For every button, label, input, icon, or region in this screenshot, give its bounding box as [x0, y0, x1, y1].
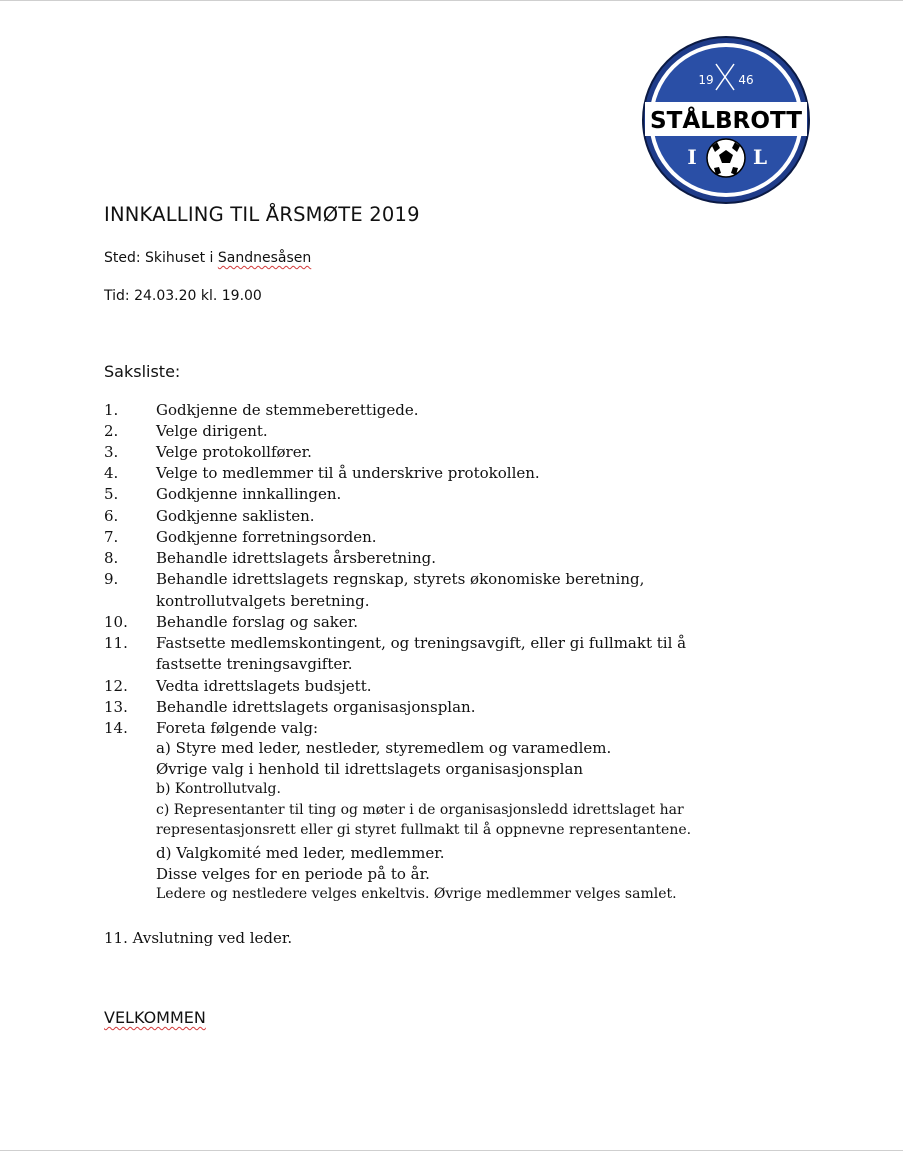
election-line: d) Valgkomité med leder, medlemmer. [156, 844, 445, 862]
document-title: INNKALLING TIL ÅRSMØTE 2019 [104, 203, 420, 226]
agenda-item-text: Behandle idrettslagets årsberetning. [156, 549, 436, 567]
football-icon [707, 139, 745, 177]
agenda-item-number: 14. [104, 719, 128, 737]
election-line: Ledere og nestledere velges enkeltvis. Øvrige medlemmer velges samlet. [156, 886, 677, 902]
time-line: Tid: 24.03.20 kl. 19.00 [104, 288, 262, 304]
agenda-item-number: 4. [104, 464, 119, 482]
agenda-heading: Saksliste: [104, 362, 181, 381]
agenda-item-text: Godkjenne saklisten. [156, 507, 315, 525]
logo-letter-right: L [752, 145, 768, 169]
venue-line [104, 250, 311, 266]
agenda-item-text: kontrollutvalgets beretning. [156, 592, 370, 610]
closing-item: 11. Avslutning ved leder. [104, 929, 293, 947]
agenda-item-number: 1. [104, 401, 119, 419]
agenda-item-number: 3. [104, 443, 119, 461]
agenda-item-number: 7. [104, 528, 119, 546]
election-line: Disse velges for en periode på to år. [156, 865, 430, 883]
agenda-item-text: Behandle idrettslagets regnskap, styrets økonomiske beretning, [156, 570, 645, 588]
election-line: representasjonsrett eller gi styret fullmakt til å oppnevne representantene. [156, 822, 692, 838]
agenda-item-text: Vedta idrettslagets budsjett. [156, 677, 372, 695]
agenda-item-text: Behandle forslag og saker. [156, 613, 359, 631]
agenda-item-number: 13. [104, 698, 128, 716]
logo-year-right: 46 [738, 73, 754, 87]
election-line: b) Kontrollutvalg. [156, 781, 281, 797]
venue-prefix: Sted: Skihuset i [104, 250, 218, 266]
agenda-item-number: 10. [104, 613, 128, 631]
page-bottom-border [0, 1150, 903, 1151]
agenda-item-text: Foreta følgende valg: [156, 719, 319, 737]
agenda-item-text: Velge to medlemmer til å underskrive protokollen. [156, 464, 540, 482]
agenda-item-text: Velge protokollfører. [156, 443, 312, 461]
agenda-item-text: Godkjenne innkallingen. [156, 485, 342, 503]
agenda-item-text: Velge dirigent. [156, 422, 268, 440]
logo-club-name: STÅLBROTT [650, 108, 802, 134]
agenda-item-text: fastsette treningsavgifter. [156, 655, 353, 673]
agenda-item-text: Godkjenne forretningsorden. [156, 528, 377, 546]
logo-year-left: 19 [698, 73, 714, 87]
election-line: Øvrige valg i henhold til idrettslagets organisasjonsplan [156, 760, 584, 778]
agenda-item-number: 6. [104, 507, 119, 525]
agenda-item-number: 2. [104, 422, 119, 440]
agenda-item-number: 8. [104, 549, 119, 567]
stalbrott-club-logo [642, 36, 810, 204]
agenda-item-number: 11. [104, 634, 128, 652]
logo-letter-left: I [687, 145, 697, 169]
agenda-item-text: Fastsette medlemskontingent, og treningsavgift, eller gi fullmakt til å [156, 634, 687, 652]
venue-place: Sandnesåsen [217, 250, 312, 266]
agenda-item-number: 12. [104, 677, 128, 695]
agenda-item-text: Godkjenne de stemmeberettigede. [156, 401, 419, 419]
page-top-border [0, 0, 903, 1]
agenda-item-number: 5. [104, 485, 119, 503]
welcome-text: VELKOMMEN [104, 1008, 206, 1027]
agenda-item-text: Behandle idrettslagets organisasjonsplan. [156, 698, 476, 716]
agenda-item-number: 9. [104, 570, 119, 588]
election-line: a) Styre med leder, nestleder, styremedlem og varamedlem. [156, 739, 612, 757]
election-line: c) Representanter til ting og møter i de organisasjonsledd idrettslaget har [156, 802, 684, 818]
